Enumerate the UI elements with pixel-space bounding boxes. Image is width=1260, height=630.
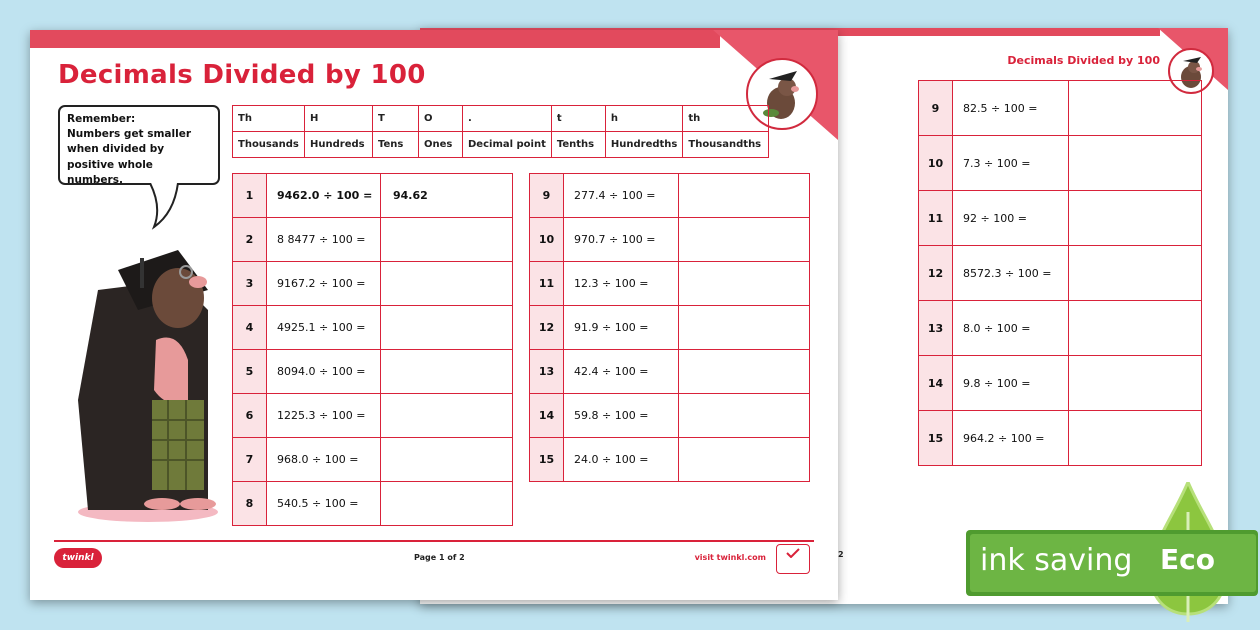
question-number: 3 (233, 262, 267, 306)
pv-symbol: t (551, 106, 605, 132)
question-table-back (918, 80, 1202, 466)
question-row (233, 218, 513, 262)
pv-symbol: h (605, 106, 683, 132)
place-value-names-row (233, 132, 769, 158)
reminder-line: when divided by (67, 143, 165, 156)
answer-cell[interactable] (1069, 411, 1202, 466)
question-expression: 24.0 ÷ 100 = (564, 438, 679, 482)
question-row (919, 246, 1202, 301)
question-number: 1 (233, 174, 267, 218)
question-row (530, 174, 810, 218)
mole-graduate-illustration (58, 220, 233, 525)
pv-symbol: H (305, 106, 373, 132)
pv-name: Hundreds (305, 132, 373, 158)
question-expression: 8094.0 ÷ 100 = (267, 350, 381, 394)
approved-badge-icon (776, 544, 810, 574)
question-expression: 4925.1 ÷ 100 = (267, 306, 381, 350)
pv-name: Thousands (233, 132, 305, 158)
question-number: 10 (530, 218, 564, 262)
question-expression: 540.5 ÷ 100 = (267, 482, 381, 526)
pv-name: Thousandths (683, 132, 769, 158)
question-row (233, 350, 513, 394)
pv-symbol: T (373, 106, 419, 132)
page-title: Decimals Divided by 100 (58, 60, 426, 90)
twinkl-logo: twinkl (54, 548, 102, 568)
answer-cell[interactable] (679, 438, 810, 482)
answer-cell[interactable] (381, 438, 513, 482)
question-expression: 9462.0 ÷ 100 = (267, 174, 381, 218)
question-number: 11 (919, 191, 953, 246)
question-number: 6 (233, 394, 267, 438)
pv-symbol: . (463, 106, 552, 132)
question-number: 7 (233, 438, 267, 482)
answer-cell[interactable] (679, 394, 810, 438)
answer-cell[interactable]: 94.62 (381, 174, 513, 218)
answer-cell[interactable] (679, 350, 810, 394)
question-expression: 92 ÷ 100 = (953, 191, 1069, 246)
question-number: 4 (233, 306, 267, 350)
question-row (233, 262, 513, 306)
question-row (919, 191, 1202, 246)
question-row (530, 218, 810, 262)
place-value-symbols-row (233, 106, 769, 132)
question-number: 9 (530, 174, 564, 218)
answer-cell[interactable] (679, 218, 810, 262)
back-page-title: Decimals Divided by 100 (1007, 54, 1160, 67)
question-row (919, 411, 1202, 466)
back-page-number: 2 (838, 550, 844, 559)
question-number: 13 (919, 301, 953, 356)
question-row (919, 136, 1202, 191)
answer-cell[interactable] (381, 218, 513, 262)
question-number: 9 (919, 81, 953, 136)
question-table-left (232, 173, 513, 526)
question-number: 8 (233, 482, 267, 526)
answer-cell[interactable] (679, 306, 810, 350)
pv-symbol: th (683, 106, 769, 132)
pv-name: Tenths (551, 132, 605, 158)
question-number: 5 (233, 350, 267, 394)
question-number: 10 (919, 136, 953, 191)
question-row (233, 174, 513, 218)
question-row (530, 438, 810, 482)
question-row (233, 482, 513, 526)
question-row (233, 438, 513, 482)
answer-cell[interactable] (381, 482, 513, 526)
visit-twinkl-link[interactable]: visit twinkl.com (694, 553, 766, 562)
question-row (233, 394, 513, 438)
question-expression: 9167.2 ÷ 100 = (267, 262, 381, 306)
top-strip (30, 30, 720, 48)
question-row (919, 301, 1202, 356)
question-row (530, 306, 810, 350)
question-expression: 82.5 ÷ 100 = (953, 81, 1069, 136)
answer-cell[interactable] (381, 394, 513, 438)
question-number: 15 (919, 411, 953, 466)
question-expression: 59.8 ÷ 100 = (564, 394, 679, 438)
answer-cell[interactable] (381, 350, 513, 394)
question-number: 11 (530, 262, 564, 306)
question-row (919, 81, 1202, 136)
question-expression: 277.4 ÷ 100 = (564, 174, 679, 218)
question-row (530, 394, 810, 438)
eco-badge-label: Eco (1160, 543, 1215, 576)
answer-cell[interactable] (381, 262, 513, 306)
worksheet-page-1 (30, 30, 838, 600)
question-expression: 968.0 ÷ 100 = (267, 438, 381, 482)
question-expression: 9.8 ÷ 100 = (953, 356, 1069, 411)
question-expression: 8572.3 ÷ 100 = (953, 246, 1069, 301)
question-number: 15 (530, 438, 564, 482)
pv-name: Tens (373, 132, 419, 158)
question-expression: 42.4 ÷ 100 = (564, 350, 679, 394)
question-number: 12 (919, 246, 953, 301)
answer-cell[interactable] (1069, 191, 1202, 246)
answer-cell[interactable] (1069, 136, 1202, 191)
answer-cell[interactable] (1069, 301, 1202, 356)
place-value-table (232, 105, 769, 158)
pv-name: Ones (419, 132, 463, 158)
reminder-line: positive whole numbers. (67, 158, 153, 186)
pv-name: Decimal point (463, 132, 552, 158)
reminder-speech-bubble (58, 105, 220, 185)
question-table-right (529, 173, 810, 482)
question-expression: 1225.3 ÷ 100 = (267, 394, 381, 438)
pv-symbol: O (419, 106, 463, 132)
ink-saving-label: ink saving (980, 543, 1133, 578)
question-expression: 7.3 ÷ 100 = (953, 136, 1069, 191)
question-row (919, 356, 1202, 411)
answer-cell[interactable] (679, 174, 810, 218)
pv-symbol: Th (233, 106, 305, 132)
question-number: 14 (919, 356, 953, 411)
question-expression: 964.2 ÷ 100 = (953, 411, 1069, 466)
answer-cell[interactable] (1069, 246, 1202, 301)
question-row (530, 350, 810, 394)
answer-cell[interactable] (381, 306, 513, 350)
answer-cell[interactable] (679, 262, 810, 306)
answer-cell[interactable] (1069, 356, 1202, 411)
answer-cell[interactable] (1069, 81, 1202, 136)
question-expression: 12.3 ÷ 100 = (564, 262, 679, 306)
question-number: 2 (233, 218, 267, 262)
question-expression: 91.9 ÷ 100 = (564, 306, 679, 350)
question-expression: 8.0 ÷ 100 = (953, 301, 1069, 356)
question-row (530, 262, 810, 306)
question-number: 12 (530, 306, 564, 350)
question-expression: 8 8477 ÷ 100 = (267, 218, 381, 262)
page-number-label: Page 1 of 2 (414, 553, 465, 562)
pv-name: Hundredths (605, 132, 683, 158)
question-number: 14 (530, 394, 564, 438)
reminder-line: Remember: (67, 113, 136, 125)
footer-divider (54, 540, 814, 542)
question-number: 13 (530, 350, 564, 394)
question-expression: 970.7 ÷ 100 = (564, 218, 679, 262)
question-row (233, 306, 513, 350)
reminder-line: Numbers get smaller (67, 128, 192, 141)
